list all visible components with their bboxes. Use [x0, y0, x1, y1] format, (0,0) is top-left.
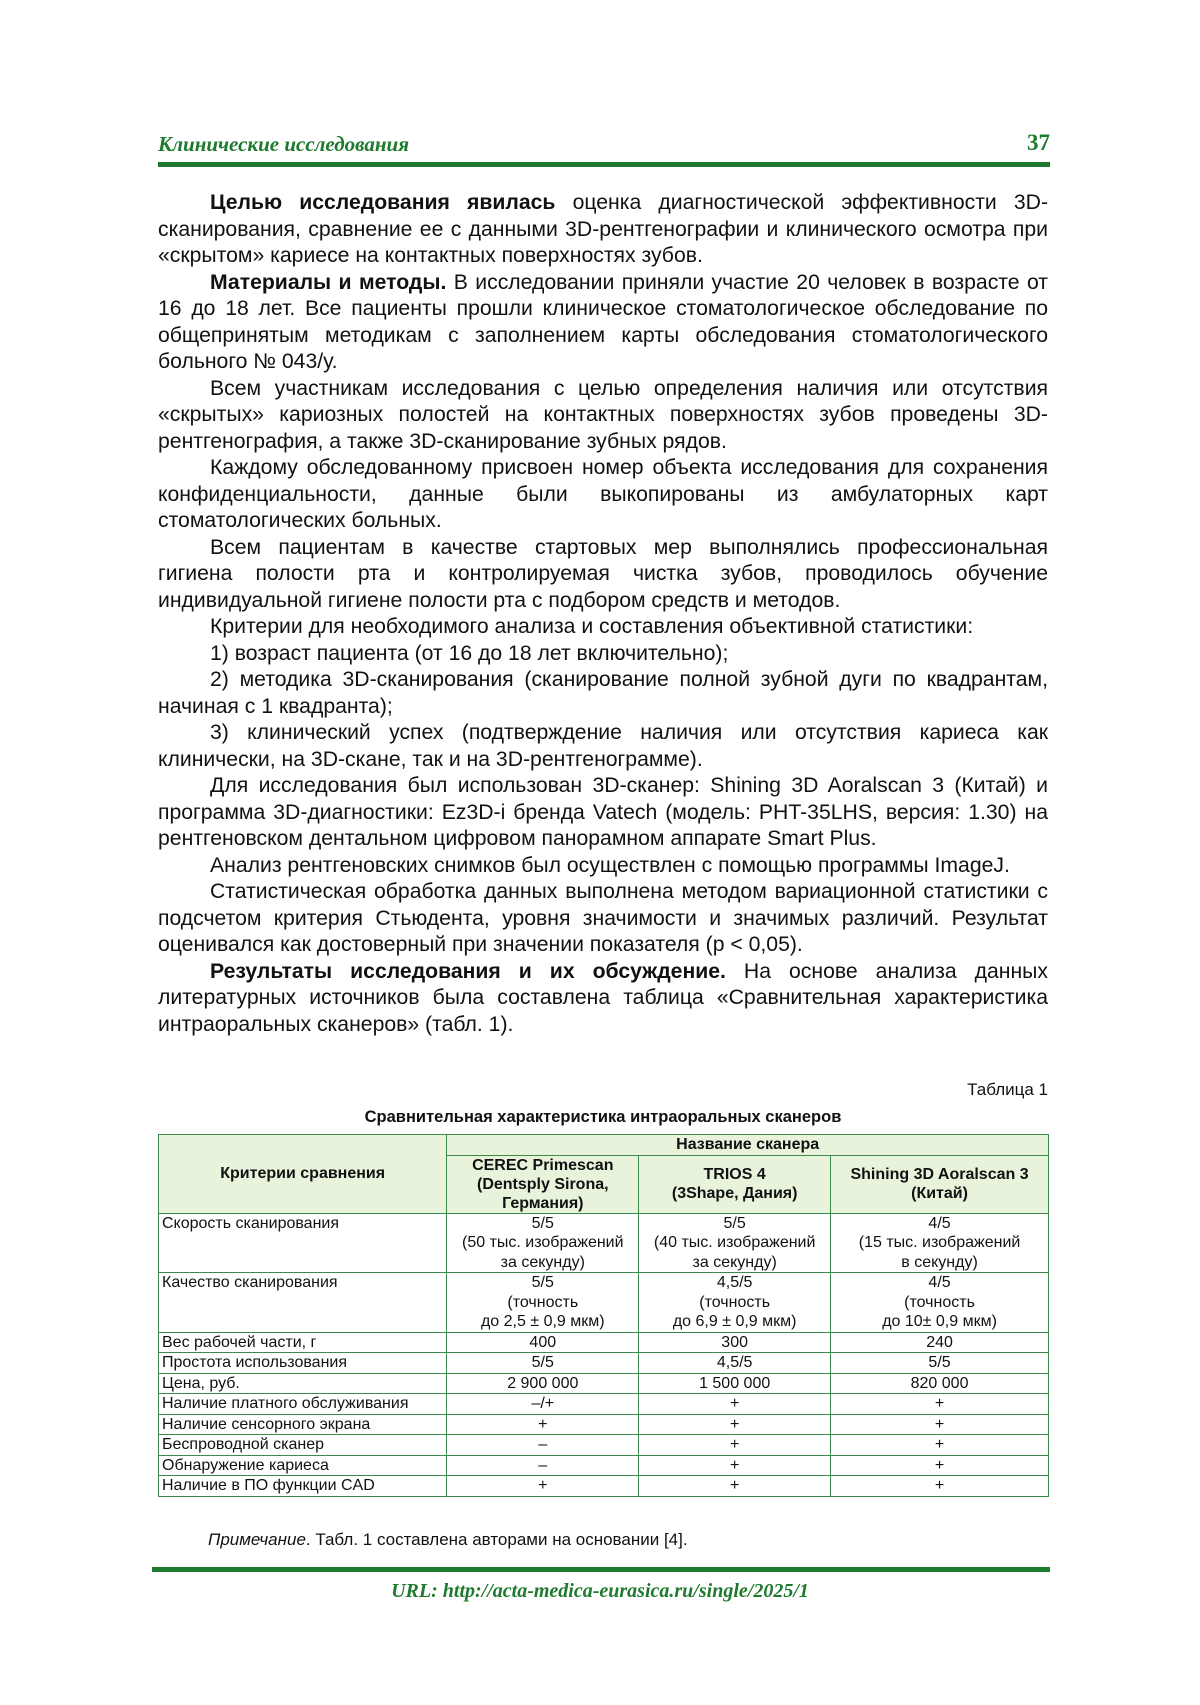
paragraph: [158, 853, 1048, 880]
value-cell: [831, 1435, 1049, 1456]
paragraph: [158, 535, 1048, 615]
cell-line: (точность: [904, 1293, 975, 1311]
criterion-cell: Вес рабочей части, г: [159, 1332, 447, 1353]
value-cell: [831, 1353, 1049, 1374]
value-cell: [639, 1373, 831, 1394]
paragraph-text: Для исследования был использован 3D-сканер: Shining 3D Aoralscan 3 (Китай) и программа 3D-диагностики: Ez3D-i бренда Vatech (модель: PHT-35LHS, версия: 1.30) на рентгеновском дентальном цифровом панорамном аппарате Smart Plus.: [158, 774, 1048, 850]
cell-line: (50 тыс. изображений: [462, 1234, 624, 1251]
cell-line: до 6,9 ± 0,9 мкм): [672, 1313, 797, 1330]
cell-line: 4/5: [928, 1274, 951, 1291]
cell-line: –: [538, 1456, 548, 1474]
table-row: [159, 1353, 1049, 1374]
cell-line: 820 000: [910, 1374, 969, 1392]
cell-line: +: [729, 1477, 740, 1494]
footer-url: URL: http://acta-medica-eurasica.ru/single/2025/1: [391, 1580, 809, 1602]
criteria-header: Критерии сравнения: [159, 1135, 447, 1214]
cell-line: до 10± 0,9 мкм): [882, 1313, 997, 1330]
cell-line: 5/5: [928, 1354, 951, 1371]
cell-line: 4,5/5: [716, 1274, 753, 1291]
paragraph-text: Критерии для необходимого анализа и составления объективной статистики:: [210, 615, 974, 638]
cell-line: +: [729, 1436, 740, 1453]
value-cell: [639, 1353, 831, 1374]
value-cell: [639, 1213, 831, 1273]
criterion-cell: Беспроводной сканер: [159, 1435, 447, 1456]
cell-line: за секунду): [500, 1253, 585, 1271]
cell-line: (40 тыс. изображений: [653, 1234, 816, 1251]
table-note: [208, 1530, 688, 1550]
table-row: [159, 1273, 1049, 1333]
paragraph-text: 3) клинический успех (подтверждение наличия или отсутствия кариеса как клинически, на 3D-скане, так и на 3D-рентгенограмме).: [158, 721, 1048, 771]
value-cell: [447, 1476, 639, 1497]
value-cell: [831, 1394, 1049, 1415]
value-cell: [639, 1455, 831, 1476]
cell-line: +: [729, 1456, 740, 1474]
value-cell: [831, 1273, 1049, 1333]
cell-line: до 2,5 ± 0,9 мкм): [480, 1313, 605, 1330]
cell-line: +: [729, 1395, 740, 1412]
paragraph: [158, 190, 1048, 270]
value-cell: [831, 1373, 1049, 1394]
paragraph: [158, 455, 1048, 535]
cell-line: (15 тыс. изображений: [858, 1234, 1021, 1251]
paragraph: [158, 959, 1048, 1039]
paragraph: [158, 614, 1048, 641]
value-cell: [447, 1332, 639, 1353]
cell-line: –: [538, 1436, 548, 1453]
cell-line: 300: [721, 1333, 748, 1351]
paragraph: [158, 773, 1048, 853]
paragraph-text: Каждому обследованному присвоен номер объекта исследования для сохранения конфиденциальности, данные были выкопированы из амбулаторных карт стоматологических больных.: [158, 456, 1048, 532]
cell-line: +: [538, 1415, 548, 1433]
value-cell: [639, 1332, 831, 1353]
table-row: [159, 1414, 1049, 1435]
footer-divider: [152, 1567, 1050, 1572]
cell-line: +: [934, 1436, 945, 1453]
criterion-cell: Наличие в ПО функции CAD: [159, 1476, 447, 1497]
paragraph-heading: Результаты исследования и их обсуждение.: [210, 959, 726, 983]
paragraph: [158, 376, 1048, 456]
cell-line: 2 900 000: [507, 1374, 579, 1392]
value-cell: [447, 1414, 639, 1435]
cell-line: 1 500 000: [699, 1374, 771, 1392]
section-title: Клинические исследования: [158, 132, 410, 156]
paragraph-text: Всем участникам исследования с целью определения наличия или отсутствия «скрытых» кариозных полостей на контактных поверхностях зубов проведены 3D-рентгенография, а также 3D-сканирование зубных рядов.: [158, 376, 1048, 453]
table-row: [159, 1394, 1049, 1415]
cell-line: (3Shape, Дания): [671, 1185, 798, 1202]
criterion-cell: Скорость сканирования: [159, 1213, 447, 1273]
table-label: Таблица 1: [967, 1080, 1048, 1099]
cell-line: за секунду): [692, 1253, 777, 1271]
paragraph: [158, 667, 1048, 720]
value-cell: [447, 1394, 639, 1415]
cell-line: +: [934, 1477, 945, 1494]
criterion-cell: Цена, руб.: [159, 1373, 447, 1394]
scanner-column-header: [447, 1155, 639, 1213]
paragraph: [158, 270, 1048, 376]
paragraph-text: В исследовании приняли участие 20 человек в возрасте от 16 до 18 лет. Все пациенты прошли клиническое стоматологическое обследование по общепринятым методикам с заполнением карты обследования стоматологического больного № 043/у.: [158, 270, 1048, 373]
cell-line: +: [934, 1395, 945, 1412]
cell-line: TRIOS 4: [703, 1166, 766, 1183]
cell-line: 5/5: [723, 1214, 746, 1232]
paragraph-text: Статистическая обработка данных выполнена методом вариационной статистики с подсчетом критерия Стьюдента, уровня значимости и значимых различий. Результат оценивался как достоверный при значении показателя (p < 0,05).: [158, 880, 1048, 956]
cell-line: +: [934, 1415, 945, 1433]
value-cell: [639, 1476, 831, 1497]
note-text: . Табл. 1 составлена авторами на основании [4].: [305, 1530, 688, 1549]
cell-line: 5/5: [531, 1214, 554, 1232]
cell-line: 5/5: [531, 1354, 554, 1371]
cell-line: 240: [926, 1333, 953, 1351]
scanner-column-header: [831, 1155, 1049, 1213]
criterion-cell: Обнаружение кариеса: [159, 1455, 447, 1476]
paragraph-heading: Материалы и методы.: [210, 270, 447, 294]
value-cell: [831, 1476, 1049, 1497]
value-cell: [447, 1435, 639, 1456]
cell-line: (точность: [699, 1293, 771, 1311]
value-cell: [639, 1435, 831, 1456]
value-cell: [831, 1332, 1049, 1353]
paragraph: [158, 641, 1048, 668]
value-cell: [447, 1273, 639, 1333]
table-row: [159, 1435, 1049, 1456]
cell-line: в секунду): [901, 1253, 978, 1271]
note-label: Примечание: [208, 1530, 306, 1549]
paragraph-heading: Целью исследования явилась: [210, 191, 556, 214]
criterion-cell: Простота использования: [159, 1353, 447, 1374]
table-header-row: [159, 1135, 1049, 1156]
cell-line: (точность: [507, 1293, 579, 1311]
cell-line: –/+: [531, 1395, 555, 1412]
value-cell: [447, 1373, 639, 1394]
value-cell: [639, 1414, 831, 1435]
cell-line: +: [538, 1477, 548, 1494]
table-title: Сравнительная характеристика интраоральных сканеров: [364, 1108, 842, 1126]
paragraph-text: Всем пациентам в качестве стартовых мер выполнялись профессиональная гигиена полости рта и контролируемая чистка зубов, проводилось обучение индивидуальной гигиене полости рта с подбором средств и методов.: [158, 535, 1048, 612]
value-cell: [447, 1353, 639, 1374]
article-body: [158, 190, 1048, 1038]
cell-line: 4/5: [928, 1214, 951, 1232]
cell-line: Германия): [502, 1194, 584, 1212]
cell-line: +: [934, 1456, 945, 1474]
paragraph-text: 1) возраст пациента (от 16 до 18 лет включительно);: [210, 641, 729, 665]
running-header: [158, 128, 1050, 167]
paragraph-text: На основе анализа данных литературных источников была составлена таблица «Сравнительная характеристика интраоральных сканеров» (табл. 1).: [158, 959, 1048, 1036]
cell-line: +: [729, 1415, 740, 1433]
paragraph-text: 2) методика 3D-сканирования (сканирование полной зубной дуги по квадрантам, начиная с 1 квадранта);: [158, 668, 1048, 718]
page-number: 37: [1027, 130, 1050, 155]
table-row: [159, 1213, 1049, 1273]
comparison-table: [158, 1134, 1049, 1497]
criterion-cell: Качество сканирования: [159, 1273, 447, 1333]
table-row: [159, 1373, 1049, 1394]
table-row: [159, 1455, 1049, 1476]
table-row: [159, 1332, 1049, 1353]
cell-line: 4,5/5: [716, 1354, 753, 1371]
paragraph-text: оценка диагностической эффективности 3D-сканирования, сравнение ее с данными 3D-рентгенографии и клинического осмотра при «скрытом» кариесе на контактных поверхностях зубов.: [158, 191, 1049, 267]
cell-line: CEREC Primescan: [472, 1156, 614, 1174]
cell-line: (Dentsply Sirona,: [476, 1175, 609, 1193]
value-cell: [831, 1414, 1049, 1435]
value-cell: [831, 1455, 1049, 1476]
cell-line: 400: [529, 1333, 557, 1351]
scanner-group-header: Название сканера: [447, 1135, 1049, 1156]
table-row: [159, 1476, 1049, 1497]
criterion-cell: Наличие платного обслуживания: [159, 1394, 447, 1415]
value-cell: [639, 1394, 831, 1415]
value-cell: [639, 1273, 831, 1333]
scanner-column-header: [639, 1155, 831, 1213]
paragraph-text: Анализ рентгеновских снимков был осуществлен с помощью программы ImageJ.: [210, 853, 1010, 877]
paragraph: [158, 720, 1048, 773]
cell-line: Shining 3D Aoralscan 3: [850, 1166, 1029, 1183]
paragraph: [158, 879, 1048, 959]
cell-line: 5/5: [531, 1274, 554, 1291]
value-cell: [831, 1213, 1049, 1273]
criterion-cell: Наличие сенсорного экрана: [159, 1414, 447, 1435]
value-cell: [447, 1455, 639, 1476]
value-cell: [447, 1213, 639, 1273]
cell-line: (Китай): [911, 1185, 968, 1202]
